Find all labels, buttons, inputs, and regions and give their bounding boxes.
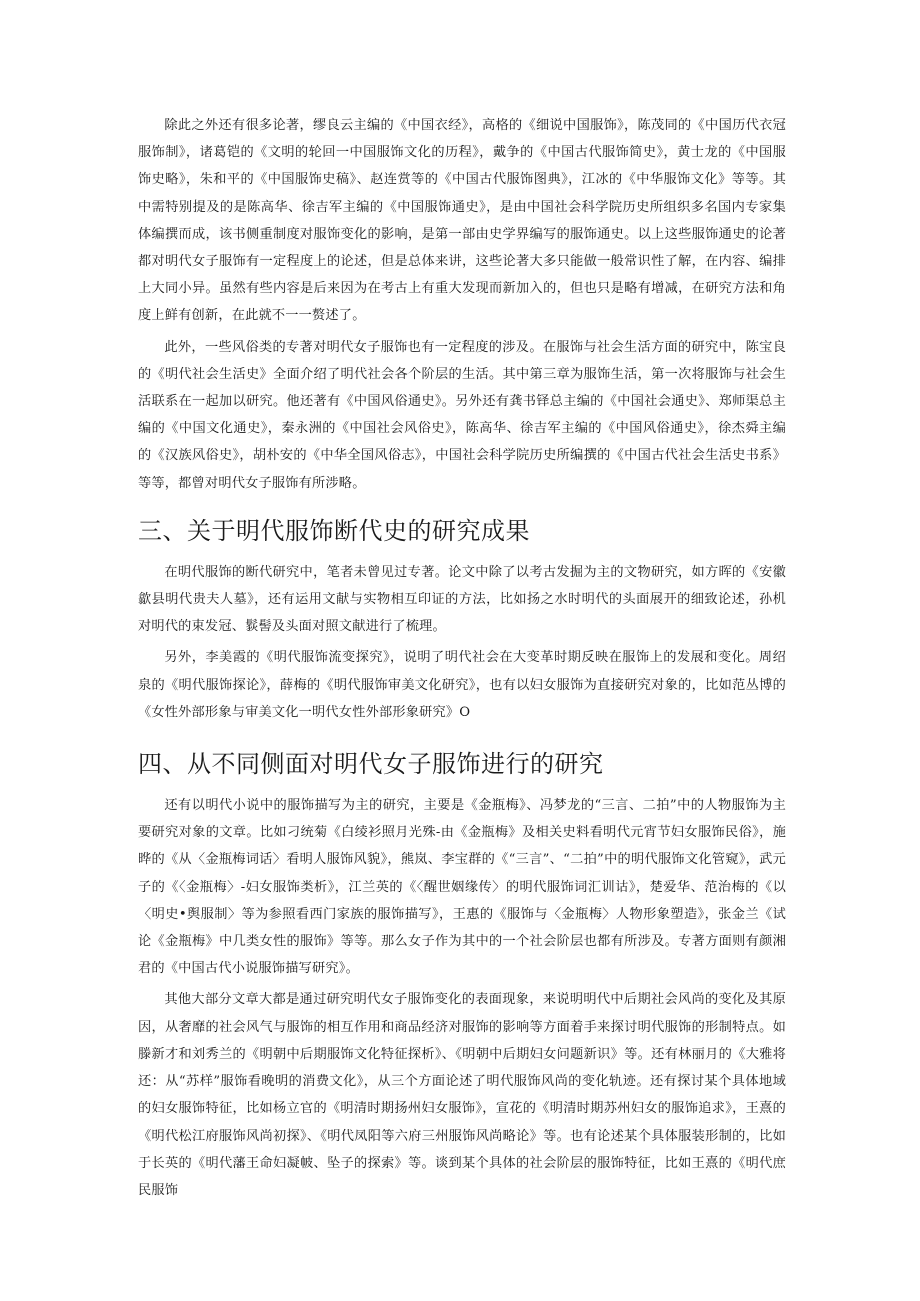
- document-page: [138, 112, 786, 1204]
- section-4-paragraph-2: 其他大部分文章大都是通过研究明代女子服饰变化的表面现象，来说明明代中后期社会风尚的变化及其原因，从奢靡的社会风气与服饰的相互作用和商品经济对服饰的影响等方面着手来探讨明代服饰的形制特点。如滕新才和刘秀兰的《明朝中后期服饰文化特征探析》、《明朝中后期妇女问题新识》等。还有林丽月的《大雅将还：从“苏样”服饰看晚明的消费文化》，从三个方面论述了明代服饰风尚的变化轨迹。还有探讨某个具体地域的妇女服饰特征，比如杨立官的《明清时期扬州妇女服饰》，宣花的《明清时期苏州妇女的服饰追求》，王熹的《明代松江府服饰风尚初探》、《明代凤阳等六府三州服饰风尚略论》等。也有论述某个具体服装形制的，比如于长英的《明代藩王命妇凝帔、坠子的探索》等。谈到某个具体的社会阶层的服饰特征，比如王熹的《明代庶民服饰: [138, 992, 786, 1198]
- section-4-paragraph-1: 还有以明代小说中的服饰描写为主的研究，主要是《金瓶梅》、冯梦龙的“三言、二拍”中的人物服饰为主要研究对象的文章。比如刁统菊《白绫衫照月光殊-由《金瓶梅》及相关史料看明代元宵节妇女服饰民俗》，施晔的《从〈金瓶梅词话〉看明人服饰风貌》，熊岚、李宝群的《“三言”、“二拍”中的明代服饰文化管窥》，武元子的《〈金瓶梅〉-妇女服饰类析》，江兰英的《〈醒世姻缘传〉的明代服饰词汇训诂》，楚爱华、范治梅的《以〈明史•舆服制〉等为参照看西门家族的服饰描写》，王惠的《服饰与〈金瓶梅〉人物形象塑造》，张金兰《试论《金瓶梅》中几类女性的服饰》等等。那么女子作为其中的一个社会阶层也都有所涉及。专著方面则有颜湘君的《中国古代小说服饰描写研究》。: [138, 798, 786, 977]
- section-3-heading: 三、关于明代服饰断代史的研究成果: [138, 516, 530, 545]
- paragraph-intro-1: 除此之外还有很多论著，缪良云主编的《中国衣经》，高格的《细说中国服饰》，陈茂同的《中国历代衣冠服饰制》，诸葛铠的《文明的轮回一中国服饰文化的历程》，戴争的《中国古代服饰简史》，黄士龙的《中国服饰史略》，朱和平的《中国服饰史稿》、赵连赏等的《中国古代服饰图典》，江冰的《中华服饰文化》等等。其中需特别提及的是陈高华、徐吉军主编的《中国服饰通史》，是由中国社会科学院历史所组织多名国内专家集体编撰而成，该书侧重制度对服饰变化的影响，是第一部由史学界编写的服饰通史。以上这些服饰通史的论著都对明代女子服饰有一定程度上的论述，但是总体来讲，这些论著大多只能做一般常识性了解，在内容、编排上大同小异。虽然有些内容是后来因为在考古上有重大发现而新加入的，但也只是略有增减，在研究方法和角度上鲜有创新，在此就不一一赘述了。: [138, 118, 786, 324]
- paragraph-intro-2: 此外，一些风俗类的专著对明代女子服饰也有一定程度的涉及。在服饰与社会生活方面的研究中，陈宝良的《明代社会生活史》全面介绍了明代社会各个阶层的生活。其中第三章为服饰生活，第一次将服饰与社会生活联系在一起加以研究。他还著有《中国风俗通史》。另外还有龚书铎总主编的《中国社会通史》、郑师渠总主编的《中国文化通史》，秦永洲的《中国社会风俗史》，陈高华、徐吉军主编的《中国风俗通史》，徐杰舜主编的《汉族风俗史》，胡朴安的《中华全国风俗志》，中国社会科学院历史所编撰的《中国古代社会生活史书系》等等，都曾对明代女子服饰有所涉略。: [138, 339, 786, 491]
- section-3-paragraph-2: 另外，李美霞的《明代服饰流变探究》，说明了明代社会在大变革时期反映在服饰上的发展和变化。周绍泉的《明代服饰探论》，薛梅的《明代服饰审美文化研究》，也有以妇女服饰为直接研究对象的，比如范丛博的《女性外部形象与审美文化一明代女性外部形象研究》O: [138, 650, 786, 720]
- section-4-heading: 四、从不同侧面对明代女子服饰进行的研究: [138, 750, 604, 779]
- section-3-paragraph-1: 在明代服饰的断代研究中，笔者未曾见过专著。论文中除了以考古发掘为主的文物研究，如方晖的《安徽歙县明代贵夫人墓》，还有运用文献与实物相互印证的方法，比如扬之水时明代的头面展开的细致论述，孙机对明代的束发冠、䯼髻及头面对照文献进行了梳理。: [138, 564, 786, 635]
